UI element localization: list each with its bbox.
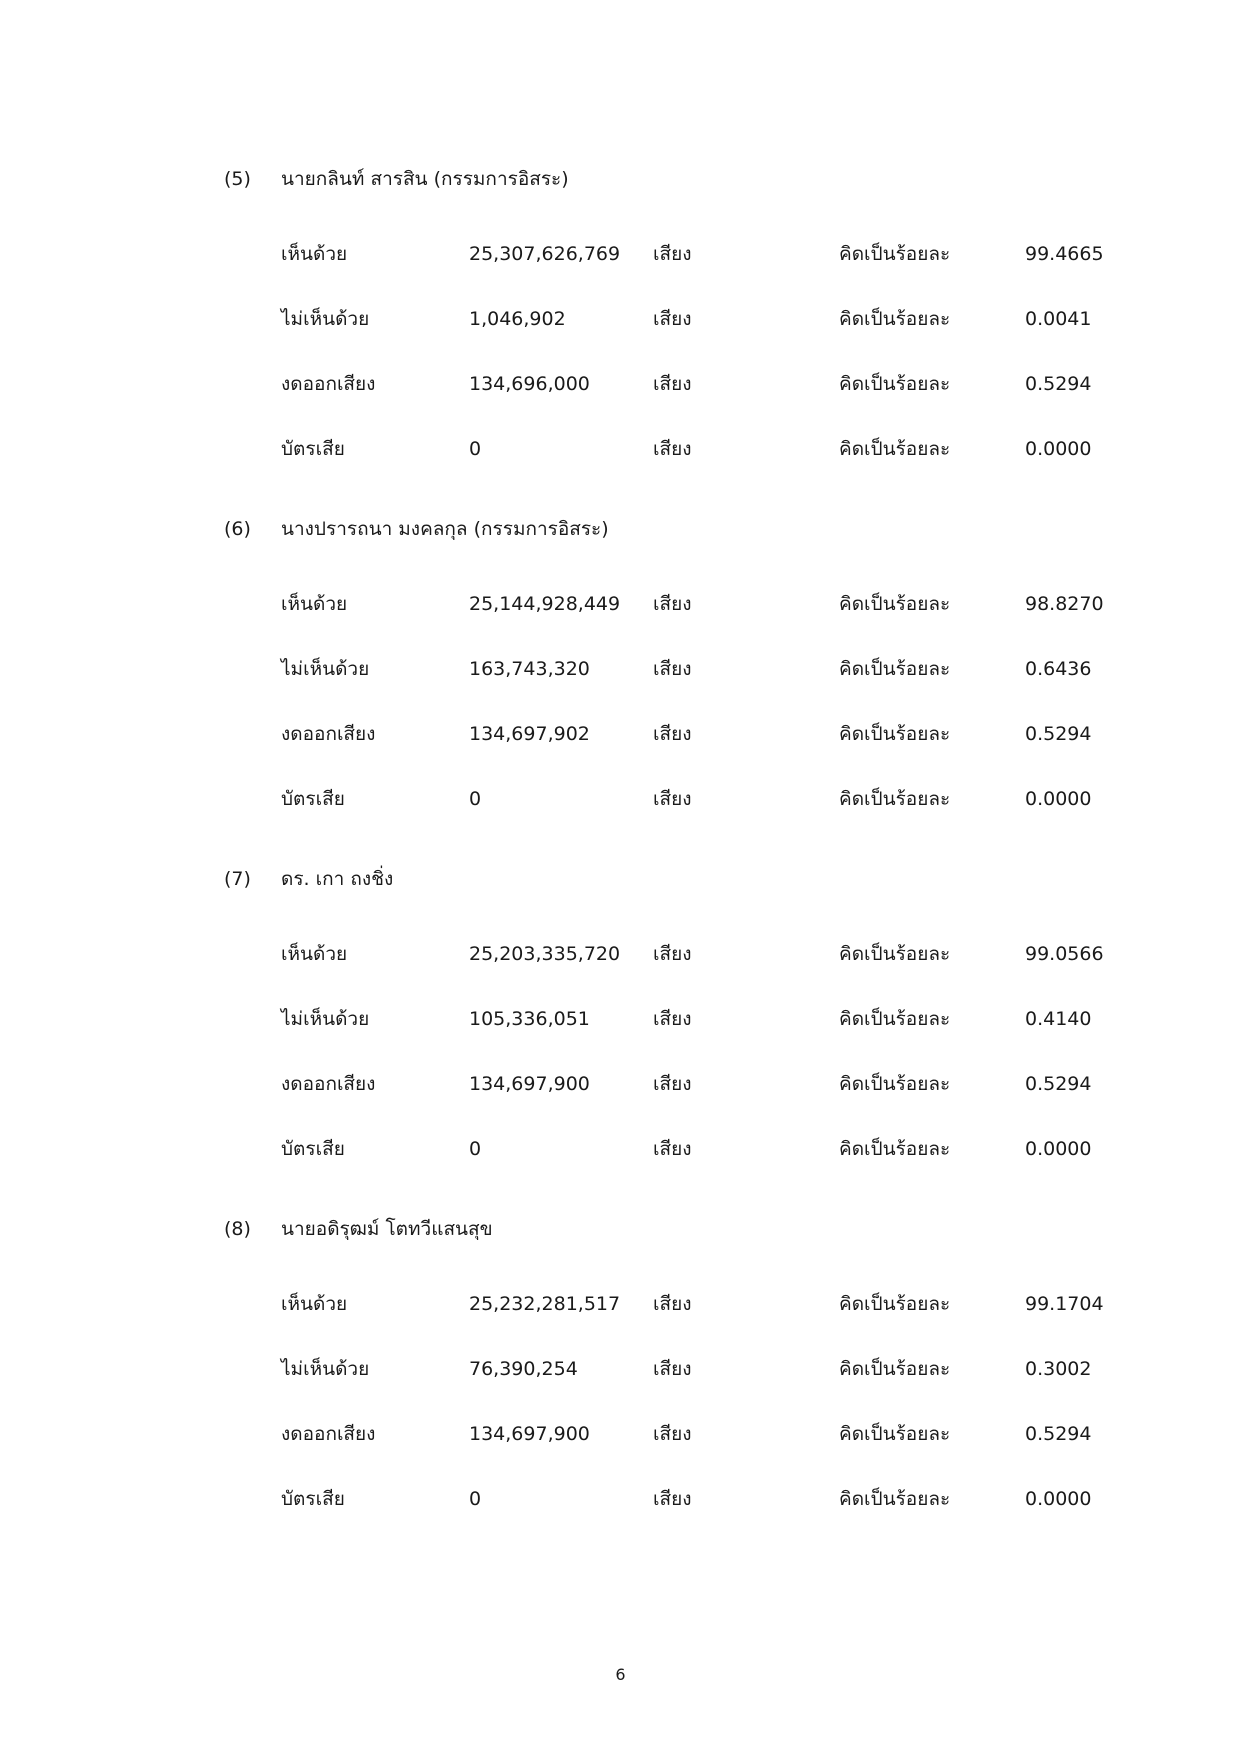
vote-row-invalid bbox=[0, 434, 1241, 464]
percentage-label: คิดเป็นร้อยละ bbox=[839, 1423, 951, 1445]
percentage-value: 0.6436 bbox=[1025, 658, 1092, 680]
percentage-value: 0.5294 bbox=[1025, 723, 1092, 745]
percentage-value: 0.0000 bbox=[1025, 788, 1092, 810]
vote-row-disapprove bbox=[0, 654, 1241, 684]
vote-type-label: บัตรเสีย bbox=[281, 438, 345, 460]
vote-count: 0 bbox=[469, 1138, 482, 1160]
vote-row-invalid bbox=[0, 1484, 1241, 1514]
percentage-label: คิดเป็นร้อยละ bbox=[839, 593, 951, 615]
vote-row-abstain bbox=[0, 719, 1241, 749]
percentage-value: 0.0000 bbox=[1025, 1488, 1092, 1510]
agenda-item-number: (6) bbox=[224, 518, 251, 540]
percentage-label: คิดเป็นร้อยละ bbox=[839, 308, 951, 330]
vote-row-disapprove bbox=[0, 1354, 1241, 1384]
percentage-label: คิดเป็นร้อยละ bbox=[839, 788, 951, 810]
percentage-value: 98.8270 bbox=[1025, 593, 1104, 615]
agenda-item-number: (5) bbox=[224, 168, 251, 190]
vote-count: 25,232,281,517 bbox=[469, 1293, 621, 1315]
vote-unit: เสียง bbox=[653, 438, 692, 460]
vote-count: 163,743,320 bbox=[469, 658, 590, 680]
percentage-label: คิดเป็นร้อยละ bbox=[839, 1008, 951, 1030]
percentage-label: คิดเป็นร้อยละ bbox=[839, 1488, 951, 1510]
vote-unit: เสียง bbox=[653, 1488, 692, 1510]
vote-unit: เสียง bbox=[653, 1073, 692, 1095]
vote-type-label: ไม่เห็นด้วย bbox=[281, 1008, 370, 1030]
vote-row-disapprove bbox=[0, 304, 1241, 334]
vote-row-approve bbox=[0, 589, 1241, 619]
vote-unit: เสียง bbox=[653, 1138, 692, 1160]
vote-unit: เสียง bbox=[653, 243, 692, 265]
vote-row-abstain bbox=[0, 1419, 1241, 1449]
percentage-value: 0.5294 bbox=[1025, 1423, 1092, 1445]
vote-unit: เสียง bbox=[653, 1423, 692, 1445]
percentage-value: 0.4140 bbox=[1025, 1008, 1092, 1030]
percentage-label: คิดเป็นร้อยละ bbox=[839, 658, 951, 680]
vote-unit: เสียง bbox=[653, 788, 692, 810]
director-name: นายอดิรุฒม์ โตทวีแสนสุข bbox=[281, 1218, 493, 1240]
percentage-label: คิดเป็นร้อยละ bbox=[839, 723, 951, 745]
percentage-label: คิดเป็นร้อยละ bbox=[839, 1358, 951, 1380]
vote-count: 105,336,051 bbox=[469, 1008, 590, 1030]
vote-unit: เสียง bbox=[653, 943, 692, 965]
vote-unit: เสียง bbox=[653, 1358, 692, 1380]
vote-row-approve bbox=[0, 239, 1241, 269]
percentage-value: 99.1704 bbox=[1025, 1293, 1104, 1315]
vote-row-invalid bbox=[0, 1134, 1241, 1164]
percentage-label: คิดเป็นร้อยละ bbox=[839, 1293, 951, 1315]
vote-type-label: บัตรเสีย bbox=[281, 1488, 345, 1510]
vote-type-label: งดออกเสียง bbox=[281, 723, 376, 745]
vote-count: 134,697,900 bbox=[469, 1423, 590, 1445]
vote-type-label: บัตรเสีย bbox=[281, 788, 345, 810]
page-number: 6 bbox=[615, 1665, 626, 1684]
vote-type-label: เห็นด้วย bbox=[281, 943, 348, 965]
vote-row-approve bbox=[0, 1289, 1241, 1319]
percentage-value: 99.4665 bbox=[1025, 243, 1104, 265]
vote-unit: เสียง bbox=[653, 658, 692, 680]
director-name: ดร. เกา ถงชิ่ง bbox=[281, 868, 394, 890]
vote-count: 134,696,000 bbox=[469, 373, 590, 395]
vote-count: 134,697,900 bbox=[469, 1073, 590, 1095]
vote-count: 25,203,335,720 bbox=[469, 943, 621, 965]
director-name: นายกลินท์ สารสิน (กรรมการอิสระ) bbox=[281, 168, 569, 190]
vote-type-label: เห็นด้วย bbox=[281, 1293, 348, 1315]
vote-row-approve bbox=[0, 939, 1241, 969]
percentage-label: คิดเป็นร้อยละ bbox=[839, 373, 951, 395]
vote-count: 25,307,626,769 bbox=[469, 243, 621, 265]
vote-count: 0 bbox=[469, 788, 482, 810]
percentage-label: คิดเป็นร้อยละ bbox=[839, 943, 951, 965]
percentage-value: 0.5294 bbox=[1025, 373, 1092, 395]
vote-row-abstain bbox=[0, 1069, 1241, 1099]
vote-unit: เสียง bbox=[653, 1293, 692, 1315]
percentage-label: คิดเป็นร้อยละ bbox=[839, 438, 951, 460]
vote-type-label: ไม่เห็นด้วย bbox=[281, 308, 370, 330]
percentage-label: คิดเป็นร้อยละ bbox=[839, 243, 951, 265]
vote-unit: เสียง bbox=[653, 723, 692, 745]
vote-unit: เสียง bbox=[653, 373, 692, 395]
percentage-value: 0.0000 bbox=[1025, 1138, 1092, 1160]
percentage-value: 0.5294 bbox=[1025, 1073, 1092, 1095]
vote-type-label: งดออกเสียง bbox=[281, 1423, 376, 1445]
percentage-value: 0.3002 bbox=[1025, 1358, 1092, 1380]
percentage-value: 0.0000 bbox=[1025, 438, 1092, 460]
vote-count: 76,390,254 bbox=[469, 1358, 578, 1380]
percentage-label: คิดเป็นร้อยละ bbox=[839, 1138, 951, 1160]
percentage-label: คิดเป็นร้อยละ bbox=[839, 1073, 951, 1095]
vote-type-label: บัตรเสีย bbox=[281, 1138, 345, 1160]
vote-unit: เสียง bbox=[653, 308, 692, 330]
percentage-value: 0.0041 bbox=[1025, 308, 1092, 330]
agenda-item-number: (8) bbox=[224, 1218, 251, 1240]
vote-type-label: ไม่เห็นด้วย bbox=[281, 1358, 370, 1380]
vote-row-invalid bbox=[0, 784, 1241, 814]
vote-unit: เสียง bbox=[653, 593, 692, 615]
vote-type-label: เห็นด้วย bbox=[281, 593, 348, 615]
vote-row-abstain bbox=[0, 369, 1241, 399]
vote-type-label: งดออกเสียง bbox=[281, 373, 376, 395]
percentage-value: 99.0566 bbox=[1025, 943, 1104, 965]
agenda-item-number: (7) bbox=[224, 868, 251, 890]
director-name: นางปรารถนา มงคลกุล (กรรมการอิสระ) bbox=[281, 518, 609, 540]
vote-row-disapprove bbox=[0, 1004, 1241, 1034]
vote-count: 0 bbox=[469, 1488, 482, 1510]
vote-count: 25,144,928,449 bbox=[469, 593, 621, 615]
vote-count: 134,697,902 bbox=[469, 723, 590, 745]
vote-type-label: ไม่เห็นด้วย bbox=[281, 658, 370, 680]
vote-count: 0 bbox=[469, 438, 482, 460]
vote-count: 1,046,902 bbox=[469, 308, 566, 330]
vote-type-label: งดออกเสียง bbox=[281, 1073, 376, 1095]
vote-type-label: เห็นด้วย bbox=[281, 243, 348, 265]
vote-unit: เสียง bbox=[653, 1008, 692, 1030]
